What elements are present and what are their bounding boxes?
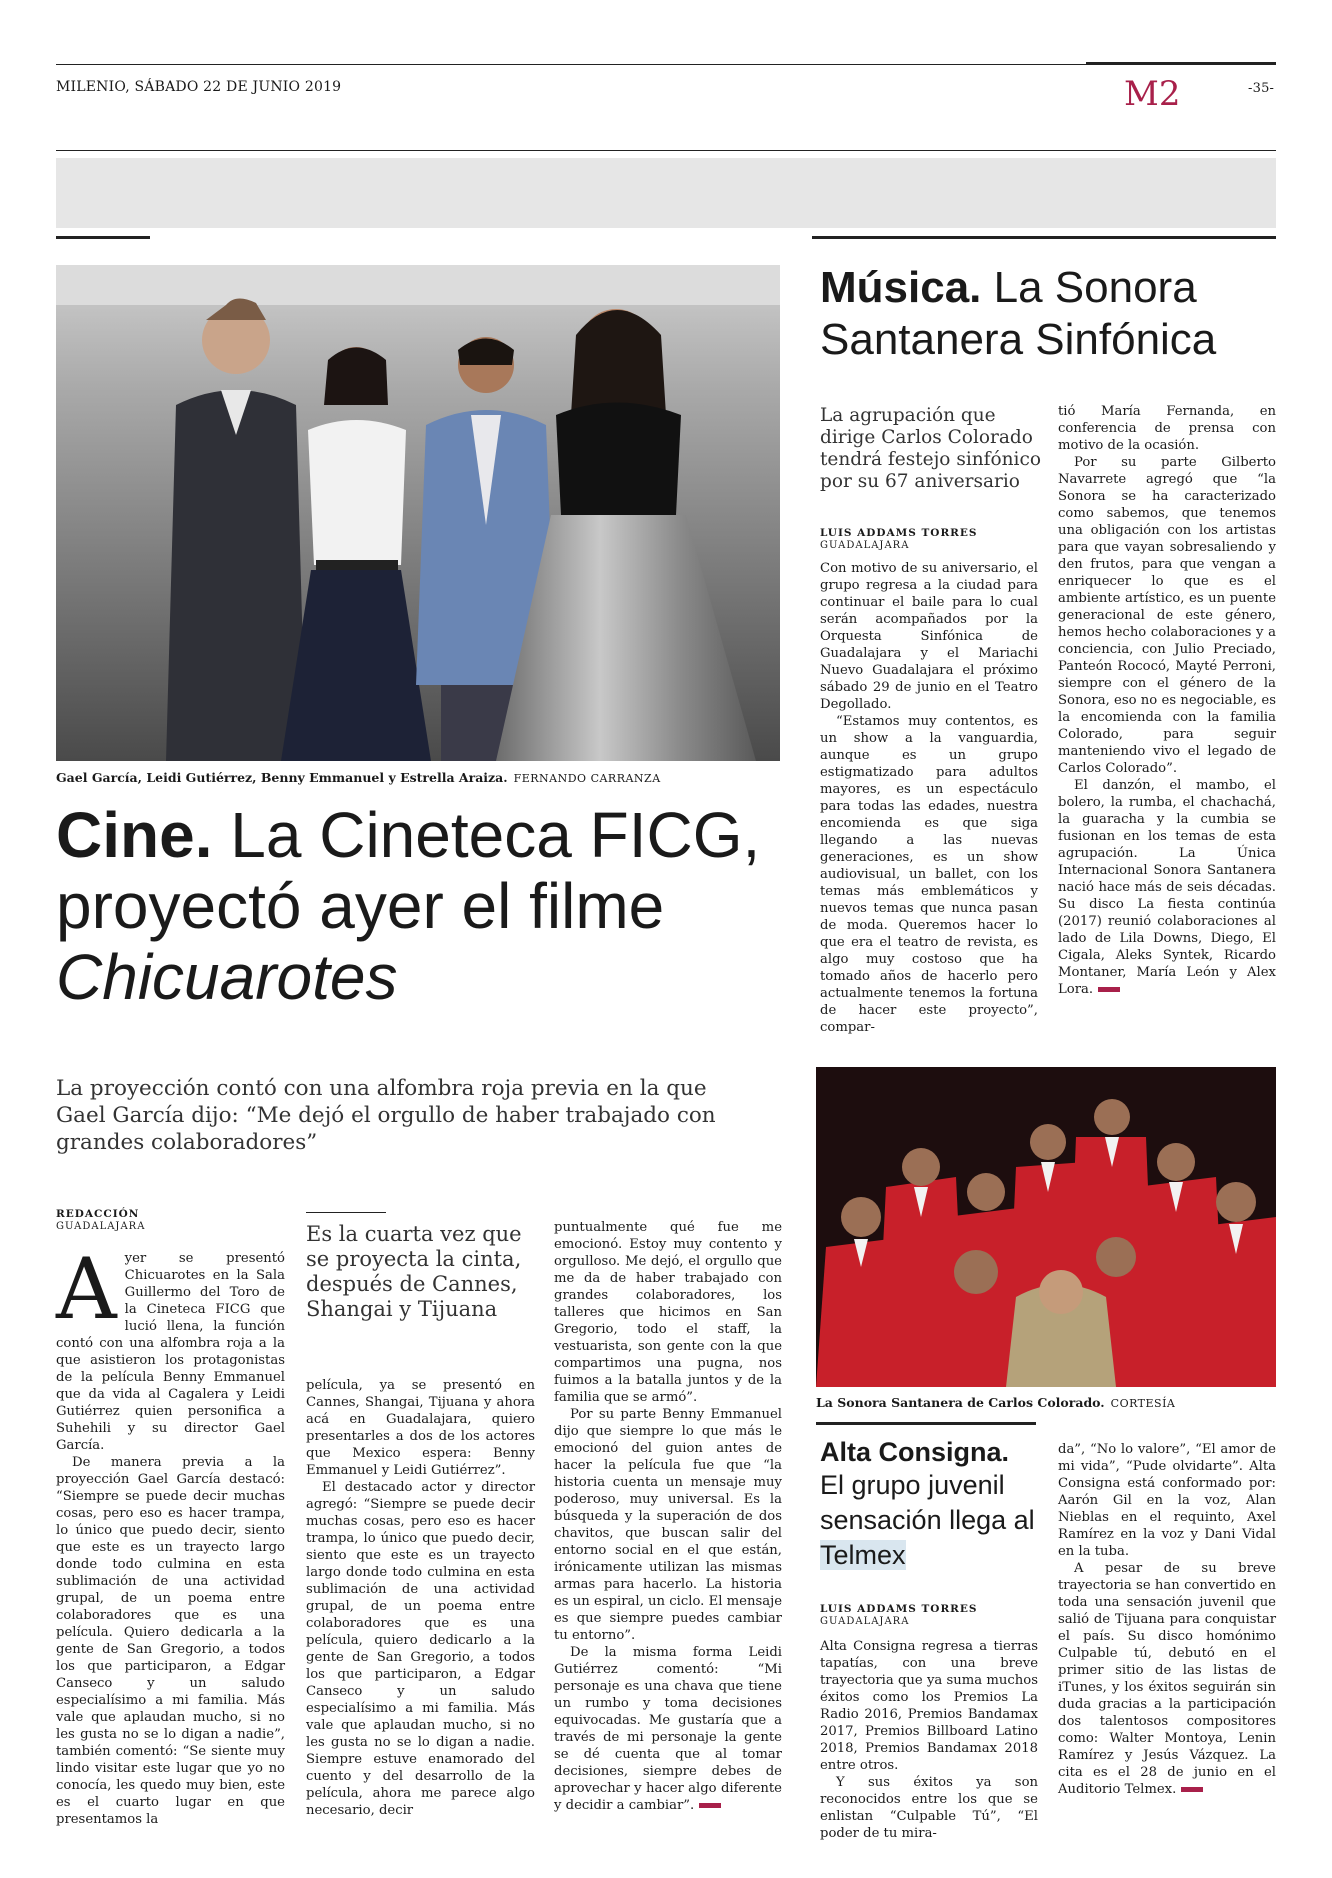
cine-col1-para-1: [56, 1240, 285, 1454]
musica-headline-text: La Sonora Santanera Sinfónica: [820, 263, 1217, 364]
top-rule-accent: [1086, 62, 1276, 65]
cine-byline: [56, 1208, 145, 1232]
musica-subhead: La agrupación que dirige Carlos Colorado tendrá festejo sinfónico por su 67 aniversario: [820, 405, 1041, 492]
musica-col2-para-3: [1058, 777, 1276, 998]
alta-headline-text: [820, 1468, 1040, 1573]
red-carpet-photo-illustration: [56, 265, 780, 761]
alta-headline-venue: Telmex: [820, 1540, 906, 1570]
cine-photo: [56, 265, 780, 761]
cine-col2-para-1: película, ya se presentó en Cannes, Shangai, Tijuana y ahora acá en Guadalajara, quiero presentarles a dos de los actores que Mexico espera: Benny Emmanuel y Leidi Gutiérrez”.: [306, 1378, 535, 1478]
alta-column-2: [1058, 1441, 1276, 1798]
cine-col2-para-2: El destacado actor y director agregó: “Siempre se puede decir muchas cosas, pero eso es hacer trampa, lo único que puedo decir, siento que este es un trayecto largo donde todo culmina en esta sublimación de una actividad grupal, de un poema entre colaboradores que es una película, quiero dedicarlo a la gente de San Gregorio, a todos los que participaron, a Edgar Canseco y un saludo especialísimo a mi familia. Más vale que aplaudan mucho, si no les gusta no se lo digan a nadie. Siempre estuve enamorado del cuento y del desarrollo de la película, ahora me parece algo necesario, decir: [306, 1480, 535, 1818]
band-photo-illustration: [816, 1067, 1276, 1387]
cine-dropcap: A: [56, 1240, 117, 1338]
musica-byline: [820, 527, 977, 551]
alta-col1-para-2: Y sus éxitos ya son reconocidos entre los que se enlistan “Culpable Tú”, “El poder de tu mira-: [820, 1775, 1038, 1841]
alta-headline-text-main: El grupo juvenil sensación llega al: [820, 1470, 1035, 1535]
alta-col1-para-1: Alta Consigna regresa a tierras tapatías, con una breve trayectoria que ya suma muchos éxitos como los Premios La Radio 2016, Premios Bandamax 2017, Premios Billboard Latino 2018, Premios Bandamax 2018 entre otros.: [820, 1639, 1038, 1773]
cine-col3-para-1: puntualmente qué fue me emocionó. Estoy muy contento y orgulloso. Me dejó, el orgullo que me da de haber trabajado con grandes colaboradores, los talleres que hicimos en San Gregorio, todo el staff, la vestuarista, son gente con la que compartimos una pugna, nos fuimos a la batalla juntos y de la familia que se armó”.: [554, 1220, 782, 1405]
alta-headline-kicker: Alta Consigna.: [820, 1437, 1010, 1467]
cine-column-3: [554, 1219, 782, 1814]
cine-headline-film-title: Chicuarotes: [56, 941, 398, 1013]
cine-subhead: La proyección contó con una alfombra roja previa en la que Gael García dijo: “Me dejó el orgullo de haber trabajado con grandes colaboradores”: [56, 1076, 716, 1155]
alta-rule: [816, 1422, 1036, 1425]
cine-byline-author: REDACCIÓN: [56, 1208, 140, 1220]
cine-col3-para-3-text: De la misma forma Leidi Gutiérrez comentó: “Mi personaje es una chava que tiene un rumbo y toma decisiones equivocadas. Me gustaría que a través de mi personaje la gente se dé cuenta que al tomar decisiones, siempre debes de aprovechar y hacer algo diferente y decidir a cambiar”.: [554, 1645, 782, 1813]
alta-byline: [820, 1603, 977, 1627]
folio-date: MILENIO, SÁBADO 22 DE JUNIO 2019: [56, 79, 342, 95]
musica-photo-caption: [816, 1395, 1276, 1410]
musica-col1-para-1: Con motivo de su aniversario, el grupo regresa a la ciudad para continuar el baile para lo cual serán acompañados por la Orquesta Sinfónica de Guadalajara y el Mariachi Nuevo Guadalajara el próximo sábado 29 de junio en el Teatro Degollado.: [820, 561, 1038, 712]
cine-photo-credit: FERNANDO CARRANZA: [513, 772, 661, 785]
cine-column-1: [56, 1240, 285, 1828]
musica-photo: [816, 1067, 1276, 1387]
alta-end-mark: [1181, 1787, 1203, 1792]
alta-column-1: [820, 1638, 1038, 1842]
musica-headline: [820, 262, 1276, 366]
musica-col2-para-2: Por su parte Gilberto Navarrete agregó que “la Sonora se ha caracterizado como sabemos, que tenemos una obligación con los artistas para que vayan sobresaliendo y den frutos, para que vengan a enriquecer lo que es el ambiente artístico, es un puente generacional de este género, hemos hecho colaboraciones y a conciencia, con Julio Preciado, Panteón Rococó, Mayté Perroni, siempre con el género de la Sonora, eso no es negociable, es la encomienda con la familia Colorado, para seguir manteniendo vivo el legado de Carlos Colorado”.: [1058, 455, 1276, 776]
musica-col2-para-1: tió María Fernanda, en conferencia de prensa con motivo de la ocasión.: [1058, 404, 1276, 453]
cine-col1-para-2: De manera previa a la proyección Gael García destacó: “Siempre se puede decir muchas cosas, pero eso es hacer trampa, lo único que puedo decir, siento que este es un trayecto largo donde todo culmina en esta sublimación de una actividad grupal, de un poema entre colaboradores que es una película. Quiero dedicarla a la gente de San Gregorio, a todos los que participaron, a Edgar Canseco y un saludo especialísimo a mi familia. Más vale que aplaudan mucho, si no les gusta no se lo digan a nadie”, también comentó: “Se siente muy lindo visitar este lugar que yo no conocía, les quedo muy bien, este es el cuarto lugar en que presentamos la: [56, 1455, 285, 1827]
musica-photo-credit: CORTESÍA: [1110, 1397, 1176, 1410]
cine-headline-text: La Cineteca FICG, proyectó ayer el filme: [56, 799, 761, 942]
folio-rule: [56, 150, 1276, 151]
cine-pullquote: Es la cuarta vez que se proyecta la cinta, después de Cannes, Shangai y Tijuana: [306, 1222, 522, 1321]
cine-byline-place: GUADALAJARA: [56, 1221, 146, 1232]
pullquote-rule: [306, 1212, 386, 1213]
cine-headline: [56, 800, 780, 1013]
section-rule-left: [56, 236, 150, 239]
cine-photo-caption: [56, 770, 780, 785]
musica-column-2: [1058, 403, 1276, 998]
musica-byline-author: LUIS ADDAMS TORRES: [820, 527, 978, 539]
musica-caption-text: La Sonora Santanera de Carlos Colorado.: [816, 1395, 1105, 1410]
cine-column-2: [306, 1377, 535, 1819]
cine-col1-para-1-text: yer se presentó Chicuarotes en la Sala Guillermo del Toro de la Cineteca FICG que lució llena, la función contó con una alfombra roja a la que asistieron los protagonistas de la película Benny Emmanuel que da vida al Cagalera y Leidi Gutiérrez quien personifica a Suhehili y su director Gael García.: [56, 1251, 285, 1453]
musica-col1-para-2: “Estamos muy contentos, es un show a la vanguardia, aunque es un grupo estigmatizado para adultos mayores, es un espectáculo para todas las edades, nuestra encomienda es que siga llegando a las nuevas generaciones, es un show audiovisual, un ballet, con los temas más emblemáticos y nuevos temas que nunca pasan de moda. Queremos hacer lo que era el teatro de revista, es algo muy costoso que ha tomado años de hacerlo pero actualmente tenemos la fortuna de hacer este proyecto”, compar-: [820, 714, 1038, 1035]
alta-headline: [820, 1436, 1040, 1573]
alta-byline-place: GUADALAJARA: [820, 1616, 910, 1627]
section-mark: M2: [1124, 74, 1181, 114]
musica-col2-para-3-text: El danzón, el mambo, el bolero, la rumba, el chachachá, la guaracha y la cumbia se fusionan en los temas de esta agrupación. La Única Internacional Sonora Santanera nació hace más de seis décadas. Su disco La fiesta continúa (2017) reunió colaboraciones al lado de Lila Downs, Diego, El Cigala, Aleks Syntek, Ricardo Montaner, María León y Alex Lora.: [1058, 778, 1276, 997]
musica-column-1: [820, 560, 1038, 1036]
musica-end-mark: [1098, 987, 1120, 992]
cine-caption-text: Gael García, Leidi Gutiérrez, Benny Emmanuel y Estrella Araiza.: [56, 770, 508, 785]
cine-col3-para-2: Por su parte Benny Emmanuel dijo que siempre lo que más le emocionó del guion antes de hacer la película fue que “la historia cuenta un mensaje muy poderoso, muy universal. Es la búsqueda y la superación de dos chavitos, que buscan salir del entorno social en el que están, irónicamente utilizan las mismas armas para hacerlo. La historia es un espiral, un ciclo. El mensaje es que siempre puedes cambiar tu entorno”.: [554, 1407, 782, 1643]
musica-headline-kicker: Música.: [820, 263, 982, 312]
alta-col2-para-1: da”, “No lo valore”, “El amor de mi vida”, “Pude olvidarte”. Alta Consigna está conformado por: Aarón Gil en la voz, Alan Nieblas en el requinto, Axel Ramírez en la voz y Dani Vidal en la tuba.: [1058, 1442, 1276, 1559]
cine-headline-kicker: Cine.: [56, 799, 213, 871]
ad-placeholder: [56, 158, 1276, 228]
musica-byline-place: GUADALAJARA: [820, 540, 910, 551]
alta-col2-para-2-text: A pesar de su breve trayectoria se han convertido en toda una sensación juvenil que salió de Tijuana para conquistar el país. Su disco homónimo Culpable tú, debutó en el primer sitio de las listas de iTunes, y los éxitos seguirán sin duda gracias a la participación dos talentosos compositores como: Walter Montoya, Lenin Ramírez y Jesús Vázquez. La cita es el 28 de junio en el Auditorio Telmex.: [1058, 1561, 1276, 1797]
alta-byline-author: LUIS ADDAMS TORRES: [820, 1603, 978, 1615]
alta-col2-para-2: [1058, 1560, 1276, 1798]
page-number: -35-: [1248, 81, 1275, 96]
cine-col3-para-3: [554, 1644, 782, 1814]
section-rule-right: [812, 236, 1276, 239]
article-end-mark: [699, 1803, 721, 1808]
